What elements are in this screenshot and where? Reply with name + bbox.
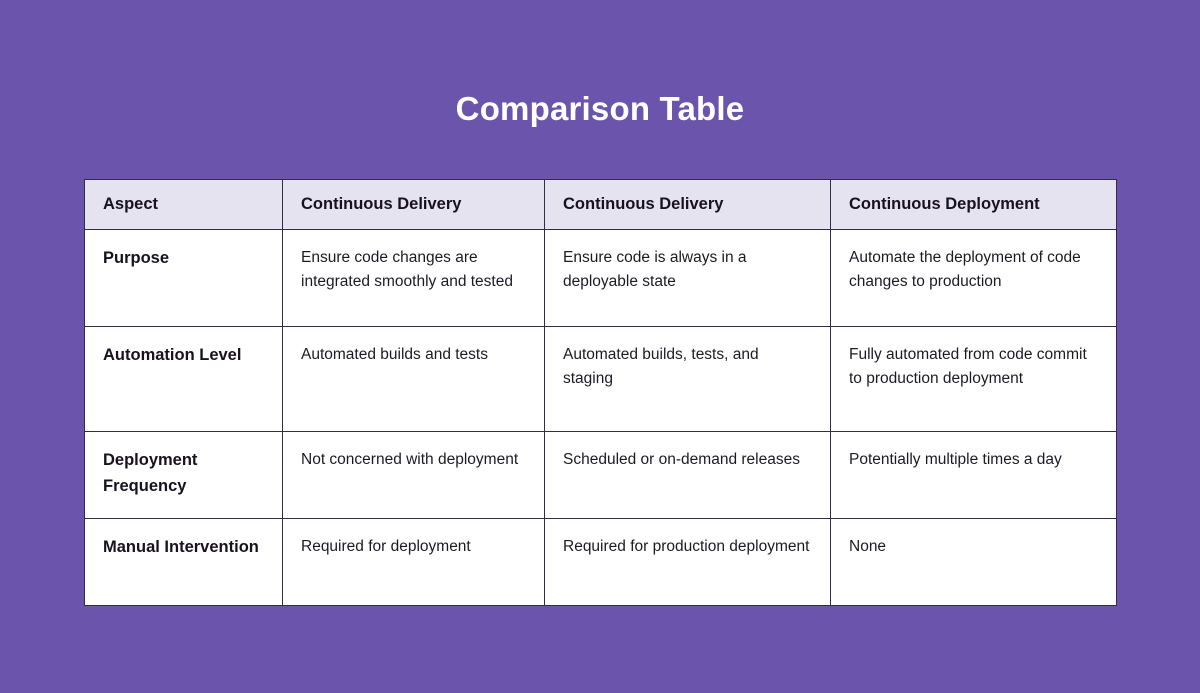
comparison-table — [84, 179, 1117, 606]
table-header-row — [85, 180, 1117, 230]
row-label-manual-intervention: Manual Intervention — [85, 519, 283, 606]
column-header-continuous-deployment: Continuous Deployment — [831, 180, 1117, 230]
comparison-table-container — [84, 179, 1116, 606]
cell-frequency-col2: Scheduled or on-demand releases — [545, 432, 831, 519]
cell-automation-col3: Fully automated from code commit to production deployment — [831, 327, 1117, 432]
row-label-purpose: Purpose — [85, 230, 283, 327]
cell-manual-col3: None — [831, 519, 1117, 606]
cell-automation-col2: Automated builds, tests, and staging — [545, 327, 831, 432]
cell-purpose-col3: Automate the deployment of code changes to production — [831, 230, 1117, 327]
cell-manual-col2: Required for production deployment — [545, 519, 831, 606]
table-row — [85, 230, 1117, 327]
page-title: Comparison Table — [455, 90, 745, 127]
column-header-continuous-delivery-1: Continuous Delivery — [283, 180, 545, 230]
column-header-continuous-delivery-2: Continuous Delivery — [545, 180, 831, 230]
row-label-deployment-frequency: Deployment Frequency — [85, 432, 283, 519]
column-header-aspect: Aspect — [85, 180, 283, 230]
cell-frequency-col3: Potentially multiple times a day — [831, 432, 1117, 519]
table-row — [85, 327, 1117, 432]
cell-purpose-col1: Ensure code changes are integrated smoothly and tested — [283, 230, 545, 327]
cell-purpose-col2: Ensure code is always in a deployable state — [545, 230, 831, 327]
table-body — [85, 230, 1117, 606]
table-header — [85, 180, 1117, 230]
cell-automation-col1: Automated builds and tests — [283, 327, 545, 432]
row-label-automation-level: Automation Level — [85, 327, 283, 432]
cell-manual-col1: Required for deployment — [283, 519, 545, 606]
cell-frequency-col1: Not concerned with deployment — [283, 432, 545, 519]
table-row — [85, 519, 1117, 606]
table-row — [85, 432, 1117, 519]
